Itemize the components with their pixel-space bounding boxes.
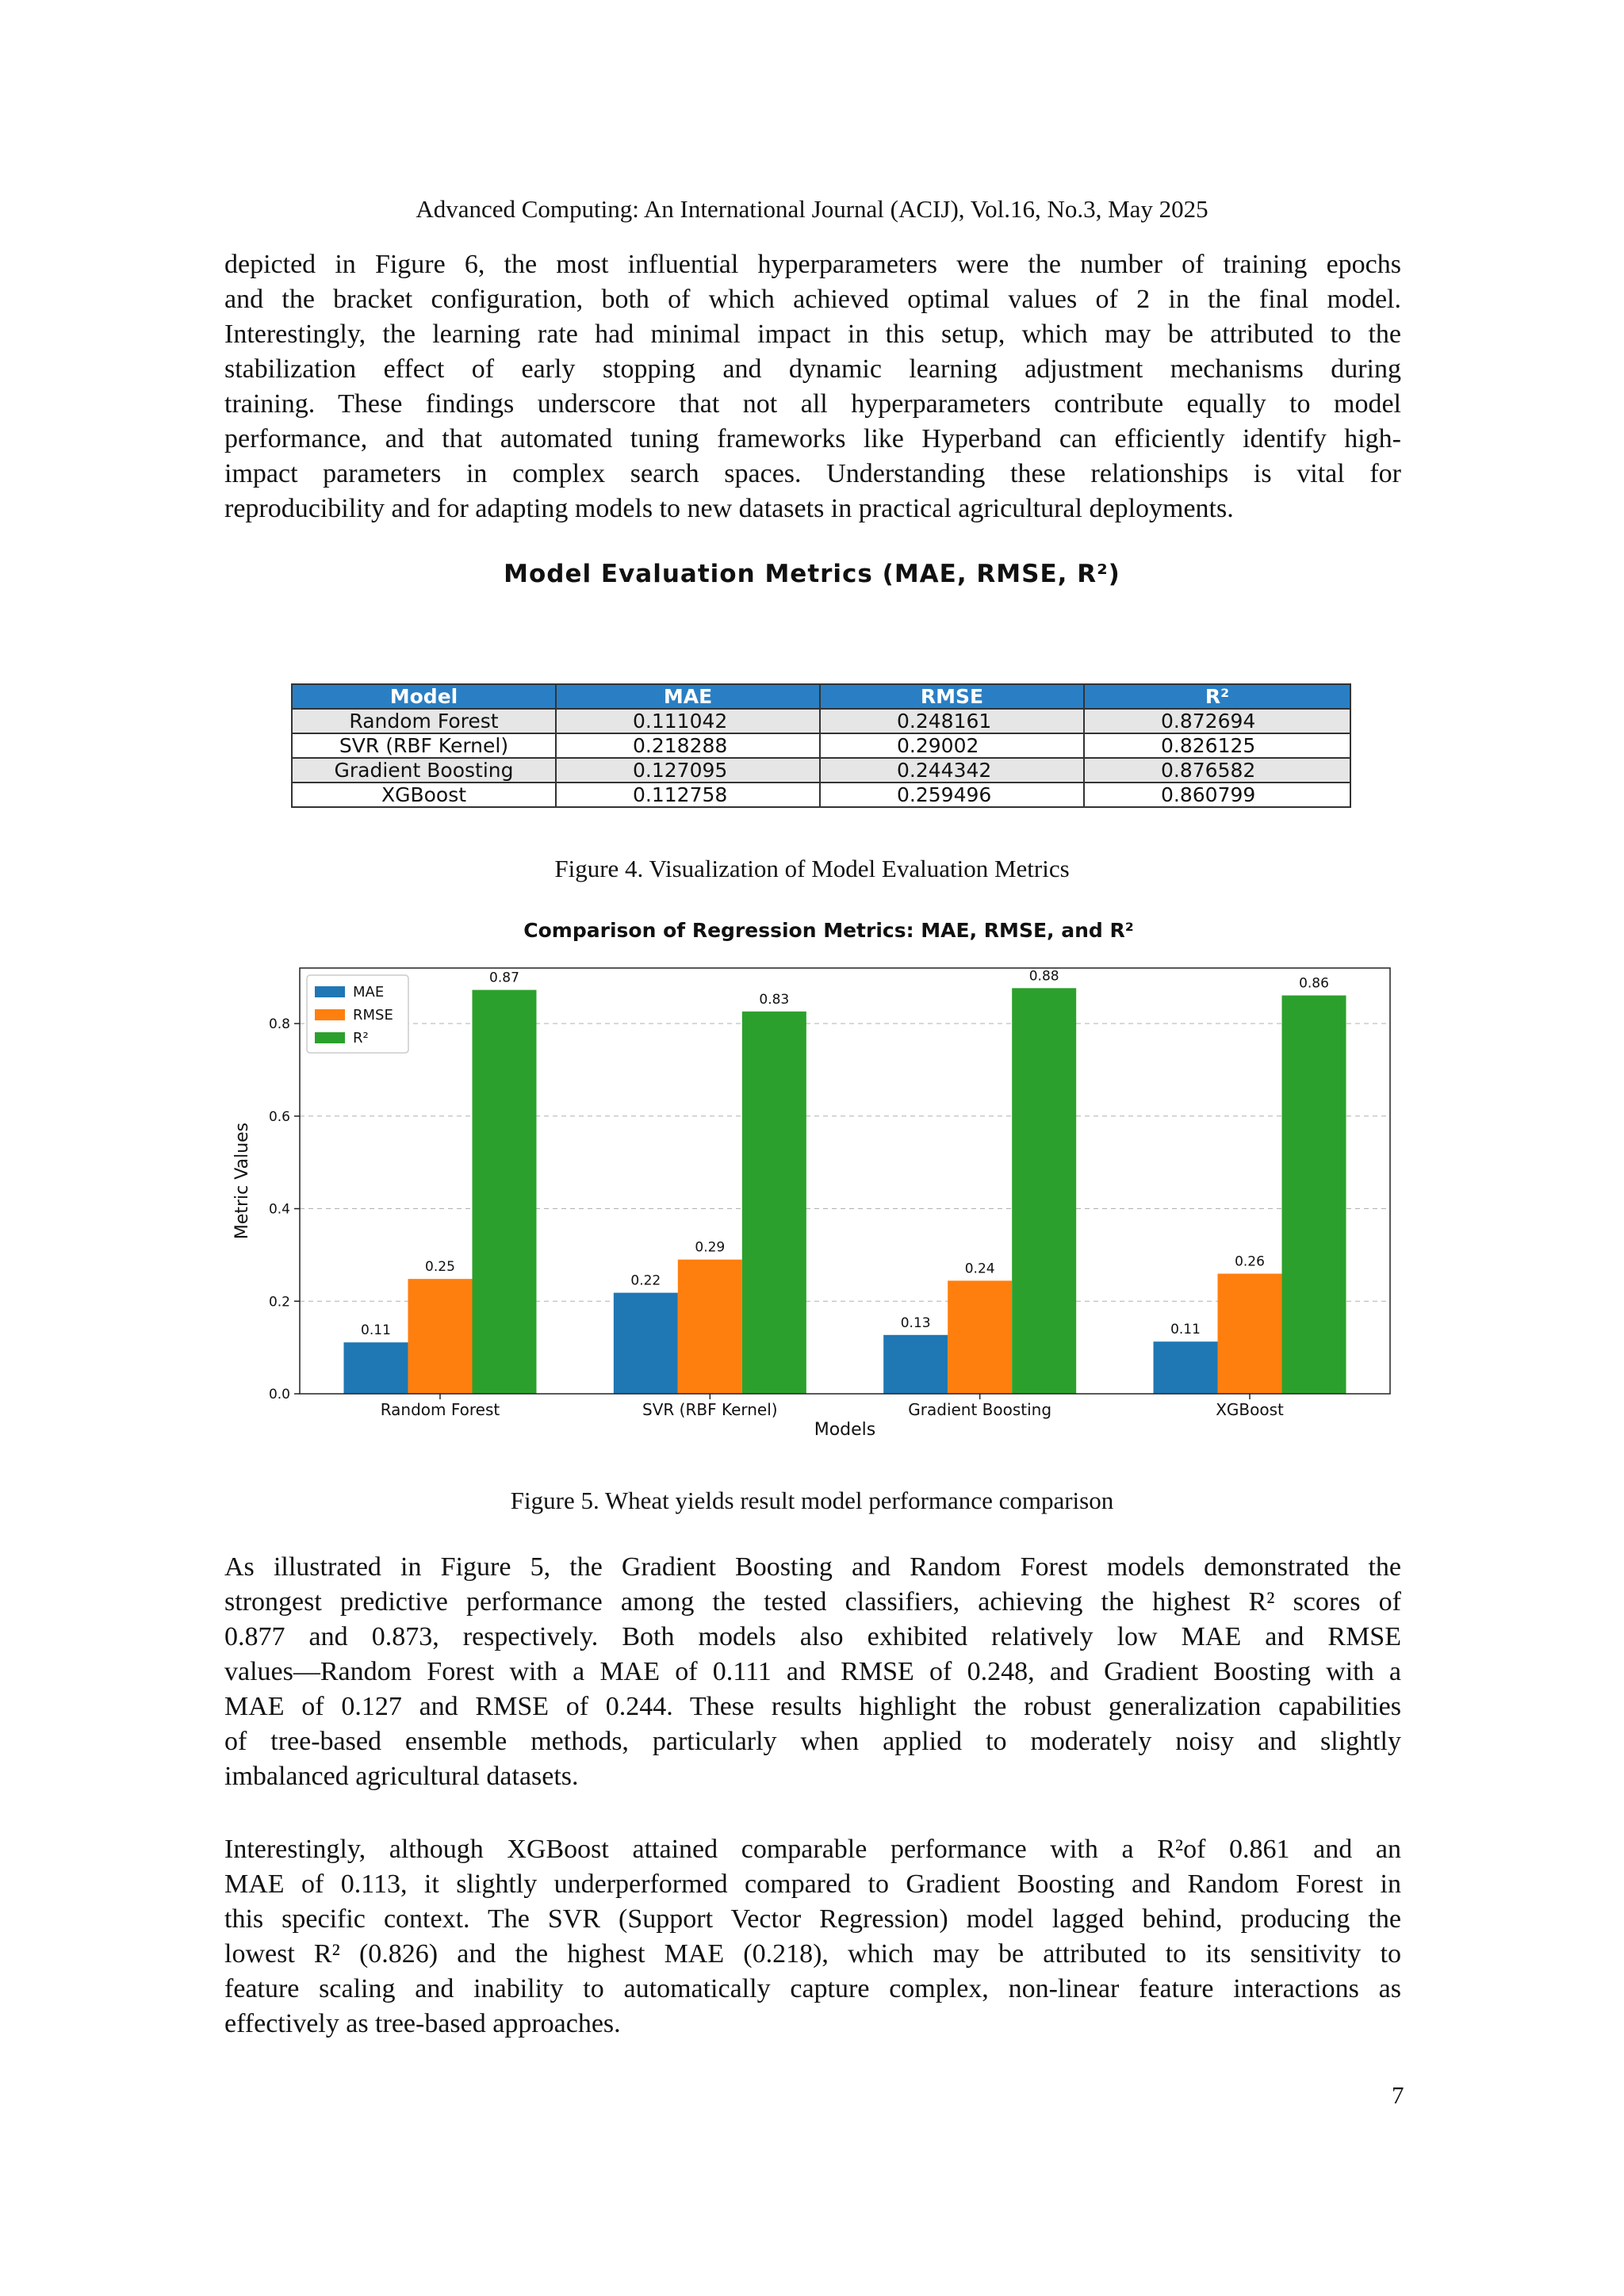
- mae-cell: 0.112758: [556, 783, 820, 807]
- paragraph-discussion: [224, 1832, 1401, 2042]
- bar-r: [1012, 988, 1076, 1394]
- mae-cell: 0.127095: [556, 758, 820, 783]
- model-cell: Gradient Boosting: [292, 758, 556, 783]
- model-cell: Random Forest: [292, 709, 556, 733]
- y-axis-ticks: [269, 1016, 300, 1402]
- text-line: effectively as tree-based approaches.: [224, 2009, 621, 2038]
- legend-label: R²: [353, 1030, 369, 1047]
- text-line: 0.877 and 0.873, respectively. Both models also exhibited relatively low MAE and RMSE: [224, 1622, 1401, 1651]
- text-line: Interestingly, the learning rate had minimal impact in this setup, which may be attributed to the: [224, 320, 1401, 349]
- bar-r: [1282, 996, 1346, 1394]
- y-tick-label: 0.2: [268, 1294, 290, 1311]
- y-tick-label: 0.4: [268, 1201, 290, 1218]
- x-tick-label: SVR (RBF Kernel): [642, 1400, 778, 1419]
- text-line: of tree-based ensemble methods, particularly when applied to moderately noisy and slightly: [224, 1727, 1401, 1756]
- model-cell: SVR (RBF Kernel): [292, 733, 556, 758]
- bar-value-label: 0.87: [489, 970, 519, 986]
- y-axis-label: Metric Values: [232, 1122, 252, 1240]
- table-row: [292, 709, 1350, 733]
- text-line: lowest R² (0.826) and the highest MAE (0.218), which may be attributed to its sensitivity to: [224, 1939, 1401, 1969]
- bar-value-label: 0.13: [900, 1314, 931, 1331]
- table-row: [292, 783, 1350, 807]
- x-tick-label: Gradient Boosting: [908, 1400, 1052, 1419]
- column-header-mae: MAE: [556, 684, 820, 709]
- bar-value-label: 0.88: [1028, 968, 1059, 985]
- chart-legend: [307, 975, 408, 1053]
- r2-cell: 0.826125: [1084, 733, 1350, 758]
- r2-cell: 0.872694: [1084, 709, 1350, 733]
- text-line: Interestingly, although XGBoost attained comparable performance with a R²of 0.861 and an: [224, 1835, 1401, 1864]
- running-header: Advanced Computing: An International Journal (ACIJ), Vol.16, No.3, May 2025: [416, 195, 1208, 223]
- text-line: feature scaling and inability to automatically capture complex, non-linear feature interactions as: [224, 1974, 1401, 2003]
- bar-value-label: 0.83: [759, 991, 790, 1008]
- bar-value-label: 0.22: [630, 1272, 661, 1289]
- y-tick-label: 0.0: [268, 1387, 290, 1402]
- legend-swatch: [315, 986, 345, 997]
- text-line: MAE of 0.127 and RMSE of 0.244. These results highlight the robust generalization capabilities: [224, 1692, 1401, 1721]
- page-number: 7: [1392, 2081, 1404, 2109]
- text-line: imbalanced agricultural datasets.: [224, 1762, 579, 1791]
- column-header-r2: R²: [1084, 684, 1350, 709]
- bar-rmse: [678, 1260, 742, 1394]
- text-line: performance, and that automated tuning frameworks like Hyperband can efficiently identify high-: [224, 424, 1401, 453]
- paragraph-hyperparameters: [224, 247, 1401, 526]
- text-line: reproducibility and for adapting models to new datasets in practical agricultural deployments.: [224, 494, 1234, 523]
- x-tick-label: XGBoost: [1216, 1400, 1284, 1419]
- table-figure-title: Model Evaluation Metrics (MAE, RMSE, R²): [504, 560, 1120, 588]
- legend-swatch: [315, 1009, 345, 1020]
- mae-cell: 0.218288: [556, 733, 820, 758]
- legend-label: MAE: [353, 984, 385, 1001]
- y-tick-label: 0.8: [268, 1016, 290, 1033]
- bar-value-label: 0.24: [964, 1261, 995, 1277]
- bar-value-label: 0.86: [1299, 975, 1329, 992]
- r2-cell: 0.876582: [1084, 758, 1350, 783]
- bar-value-label: 0.11: [361, 1322, 391, 1339]
- text-line: impact parameters in complex search spaces. Understanding these relationships is vital for: [224, 459, 1401, 488]
- text-line: this specific context. The SVR (Support Vector Regression) model lagged behind, producing the: [224, 1904, 1401, 1934]
- legend-label: RMSE: [353, 1007, 393, 1024]
- table-header-row: [292, 684, 1350, 709]
- rmse-cell: 0.244342: [820, 758, 1084, 783]
- rmse-cell: 0.29002: [820, 733, 1084, 758]
- legend-swatch: [315, 1032, 345, 1043]
- x-tick-label: Random Forest: [380, 1400, 500, 1419]
- text-line: and the bracket configuration, both of which achieved optimal values of 2 in the final model.: [224, 285, 1401, 314]
- x-axis-ticks: [381, 1394, 1284, 1419]
- mae-cell: 0.111042: [556, 709, 820, 733]
- bar-value-label: 0.11: [1170, 1322, 1201, 1338]
- text-line: depicted in Figure 6, the most influential hyperparameters were the number of training epochs: [224, 250, 1401, 279]
- text-line: As illustrated in Figure 5, the Gradient Boosting and Random Forest models demonstrated the: [224, 1552, 1401, 1582]
- column-header-rmse: RMSE: [820, 684, 1084, 709]
- bar-mae: [883, 1335, 948, 1394]
- bar-r: [742, 1012, 806, 1394]
- bar-value-label: 0.26: [1235, 1253, 1265, 1270]
- r2-cell: 0.860799: [1084, 783, 1350, 807]
- text-line: strongest predictive performance among the tested classifiers, achieving the highest R² scores of: [224, 1587, 1401, 1617]
- x-axis-label: Models: [814, 1420, 876, 1440]
- bar-mae: [614, 1293, 678, 1394]
- metrics-table: [291, 683, 1351, 808]
- table-row: [292, 733, 1350, 758]
- bar-value-label: 0.29: [695, 1239, 726, 1256]
- bar-value-label: 0.25: [425, 1259, 455, 1276]
- text-line: MAE of 0.113, it slightly underperformed compared to Gradient Boosting and Random Forest in: [224, 1869, 1401, 1899]
- rmse-cell: 0.259496: [820, 783, 1084, 807]
- y-tick-label: 0.6: [268, 1108, 290, 1125]
- table-row: [292, 758, 1350, 783]
- bar-mae: [343, 1342, 408, 1394]
- column-header-model: Model: [292, 684, 556, 709]
- figure-5-caption: Figure 5. Wheat yields result model performance comparison: [510, 1487, 1114, 1514]
- bar-rmse: [408, 1279, 472, 1394]
- chart-title: Comparison of Regression Metrics: MAE, RMSE, and R²: [523, 919, 1134, 942]
- gridlines: [300, 1024, 1390, 1301]
- bar-mae: [1154, 1341, 1218, 1394]
- bar-r: [472, 990, 536, 1394]
- text-line: values—Random Forest with a MAE of 0.111 and RMSE of 0.248, and Gradient Boosting with a: [224, 1657, 1401, 1686]
- figure-4-caption: Figure 4. Visualization of Model Evaluation Metrics: [554, 855, 1070, 882]
- bar-rmse: [948, 1280, 1012, 1394]
- rmse-cell: 0.248161: [820, 709, 1084, 733]
- text-line: training. These findings underscore that not all hyperparameters contribute equally to model: [224, 389, 1401, 419]
- model-cell: XGBoost: [292, 783, 556, 807]
- bar-rmse: [1218, 1274, 1282, 1394]
- regression-metrics-bar-chart: [230, 918, 1396, 1441]
- text-line: stabilization effect of early stopping and dynamic learning adjustment mechanisms during: [224, 354, 1401, 384]
- paragraph-results: [224, 1550, 1401, 1794]
